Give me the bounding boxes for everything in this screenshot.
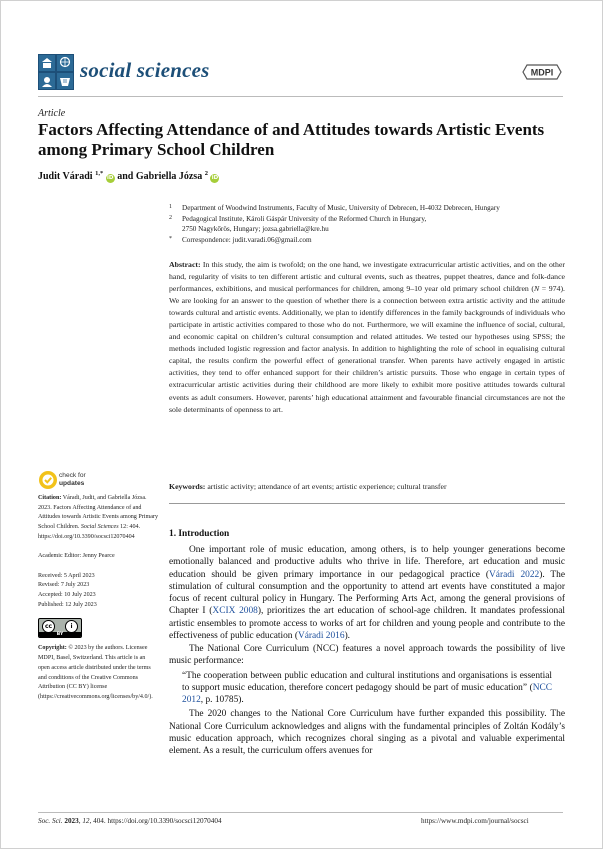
article-title: Factors Affecting Attendance of and Attitudes towards Artistic Events among Primary School Children <box>38 120 545 159</box>
author-connector: and <box>117 171 134 182</box>
copyright-label: Copyright: <box>38 645 67 652</box>
journal-name: social sciences <box>80 58 210 82</box>
abstract <box>169 259 565 416</box>
body-paragraph <box>169 544 565 642</box>
citation-text: Váradi, Judit, and Gabriella Józsa. 2023. Factors Affecting Attendance of and Attitudes towards Artistic Events among Primary School Children. <box>38 495 158 531</box>
keywords-label: Keywords: <box>169 482 206 491</box>
affiliation-item <box>169 235 569 246</box>
orcid-icon[interactable]: iD <box>106 175 114 181</box>
footer-journal-url[interactable]: https://www.mdpi.com/journal/socsci <box>421 817 529 825</box>
text-run: “The cooperation between public education and cultural institutions and organisations is essential to support music education, therefore concert pedagogy should be part of music education” ( <box>182 670 552 693</box>
check-for-updates-icon[interactable] <box>38 470 58 490</box>
footer-year: 2023 <box>64 817 79 825</box>
keywords-divider <box>169 503 565 504</box>
affiliation-item <box>169 224 569 235</box>
citation-link[interactable]: Váradi 2016 <box>297 630 345 641</box>
cc-glyph: cc <box>42 620 55 633</box>
author-name[interactable]: Judit Váradi <box>38 171 93 182</box>
body-paragraph: The 2020 changes to the National Core Curriculum have further expanded this possibility. The National Core Curriculum acknowledges and aligns with the fundamental principles of Zoltán Kodály’s music education approach, which recognizes choral singing as a pivotal and valuable experimental element. As a result, the curriculum offers avenues for <box>169 709 565 756</box>
date-revised: Revised: 7 July 2023 <box>38 582 90 589</box>
orcid-icon[interactable]: iD <box>211 175 219 181</box>
section-heading: 1. Introduction <box>169 529 230 539</box>
footer-divider <box>38 812 563 813</box>
abstract-text-part1: In this study, the aim is twofold; on the one hand, we investigate extracurricular artistic activities, and on the other hand, regularity of visits to ten different artistic and cultural events, such as theatres, puppet theatres, dance and folk-dance performances, exhibitions, and musical performances for children, among 9–10 year old primary school children ( <box>169 260 565 294</box>
affiliation-text: 2750 Nagykőrös, Hungary; jozsa.gabriella@kre.hu <box>182 225 329 234</box>
citation-label: Citation: <box>38 495 62 501</box>
footer-journal-abbrev: Soc. Sci. <box>38 817 63 825</box>
check-updates-line1: check for <box>59 472 86 479</box>
citation-link[interactable]: XCIX 2008 <box>212 606 258 617</box>
header-divider <box>38 96 563 97</box>
citation-block <box>38 494 158 543</box>
text-run: One important role of music education, among others, is to help younger generations become emotionally balanced and productive adults who thrive in life. Therefore, art education and music education should be given primary importance in our pedagogical practice ( <box>169 545 565 580</box>
author-name[interactable]: Gabriella Józsa <box>135 171 203 182</box>
block-quote <box>182 670 552 707</box>
citation-journal: Social Sciences <box>80 524 119 531</box>
footer-volume: 12 <box>82 817 90 825</box>
affiliation-item <box>169 214 569 225</box>
cc-by-license-icon[interactable] <box>38 618 82 638</box>
date-accepted: Accepted: 10 July 2023 <box>38 592 96 598</box>
text-run: ). <box>344 630 351 641</box>
abstract-n-symbol: N <box>533 284 540 294</box>
correspondence-text[interactable]: Correspondence: judit.varadi.06@gmail.com <box>182 236 312 245</box>
citation-link[interactable]: NCC 2012 <box>182 682 552 705</box>
academic-editor: Academic Editor: Jenny Pearce <box>38 553 115 560</box>
affiliation-text: Pedagogical Institute, Károli Gáspár University of the Reformed Church in Hungary, <box>182 214 427 223</box>
article-type: Article <box>38 108 66 119</box>
article-sidebar <box>38 494 158 703</box>
copyright-block <box>38 644 158 702</box>
affiliation-mark: 2 <box>169 214 172 221</box>
author-list <box>38 170 219 183</box>
mdpi-logo-text: MDPI <box>530 67 554 78</box>
footer-doi[interactable]: , 404. https://doi.org/10.3390/socsci12070404 <box>89 817 222 825</box>
footer-citation: Soc. Sci. 2023, 12, 404. https://doi.org/10.3390/socsci12070404 <box>38 817 222 825</box>
affiliation-mark: 1 <box>169 204 172 210</box>
journal-logo-icon <box>38 54 74 90</box>
keywords <box>169 481 565 493</box>
body-text <box>169 544 565 758</box>
affiliation-item <box>169 203 569 214</box>
copyright-text: © 2023 by the authors. Licensee MDPI, Basel, Switzerland. This article is an open access article distributed under the terms and conditions of the Creative Commons Attribution (CC BY) license (https://creativecommons.org/licenses/by/4.0/). <box>38 645 153 700</box>
citation-link[interactable]: Váradi 2022 <box>489 569 540 580</box>
text-run: , p. 10785). <box>200 695 244 705</box>
date-published: Published: 12 July 2023 <box>38 601 97 608</box>
text-run: ), prioritizes the art education of school-age children. It mandates professional artistic ensembles to promote access to works of art for children and young people and contribute to the effectiveness of public education ( <box>169 606 566 641</box>
affiliation-text: Department of Woodwind Instruments, Faculty of Music, University of Debrecen, H-4032 Debrecen, Hungary <box>182 204 500 212</box>
author-marks: 2 <box>204 170 208 177</box>
check-for-updates-label[interactable] <box>59 472 86 487</box>
date-received: Received: 5 April 2023 <box>38 572 95 579</box>
mdpi-logo-icon <box>521 63 563 81</box>
affiliation-list <box>169 203 569 246</box>
abstract-label: Abstract: <box>169 260 201 269</box>
author-marks: 1,* <box>95 170 104 177</box>
cc-by-label: BY <box>39 632 81 637</box>
abstract-text-part2: = 974). We are looking for an answer to the question of whether there is a connection between extra artistic activity and the attitude towards cultural and artistic events. Additionally, we plan to identify differences in the family backgrounds of individuals who participate in artistic activities compared to those who do not. Furthermore, we will examine the influence of social, cultural, and economic capital on children’s cultural consumption and related attitudes. We tested our hypotheses using SPSS; the methods included logistic regression and factor analysis. In addition to highlighting the role of school in equalising cultural capital, the results confirm the powerful effect of generational transfer. When parents have actively engaged in artistic activities, they tend to offer enhanced support for their children’s artistic pursuits. Those who engage in certain types of extracurricular artistic activities during their childhood are more likely to exhibit more positive attitudes towards cultural events as adult consumers. However, parents’ high educational attainment and favourable financial circumstances are not the sole determinants of openness to art. <box>169 284 565 414</box>
affiliation-mark: * <box>169 236 172 243</box>
keywords-text: artistic activity; attendance of art events; artistic experience; cultural transfer <box>207 482 447 491</box>
text-run: ). The stimulation of cultural consumption and the opportunity to attend art events have constituted a major focus of recent cultural policy in Hungary. The Performing Arts Act, among the general provisions of Chapter I ( <box>169 569 565 617</box>
body-paragraph: The National Core Curriculum (NCC) features a novel approach towards the possibility of live music performance: <box>169 644 565 667</box>
check-updates-line2: updates <box>59 479 85 487</box>
attribution-glyph: i <box>65 620 78 633</box>
citation-doi[interactable]: 12: 404. https://doi.org/10.3390/socsci12070404 <box>38 524 141 540</box>
